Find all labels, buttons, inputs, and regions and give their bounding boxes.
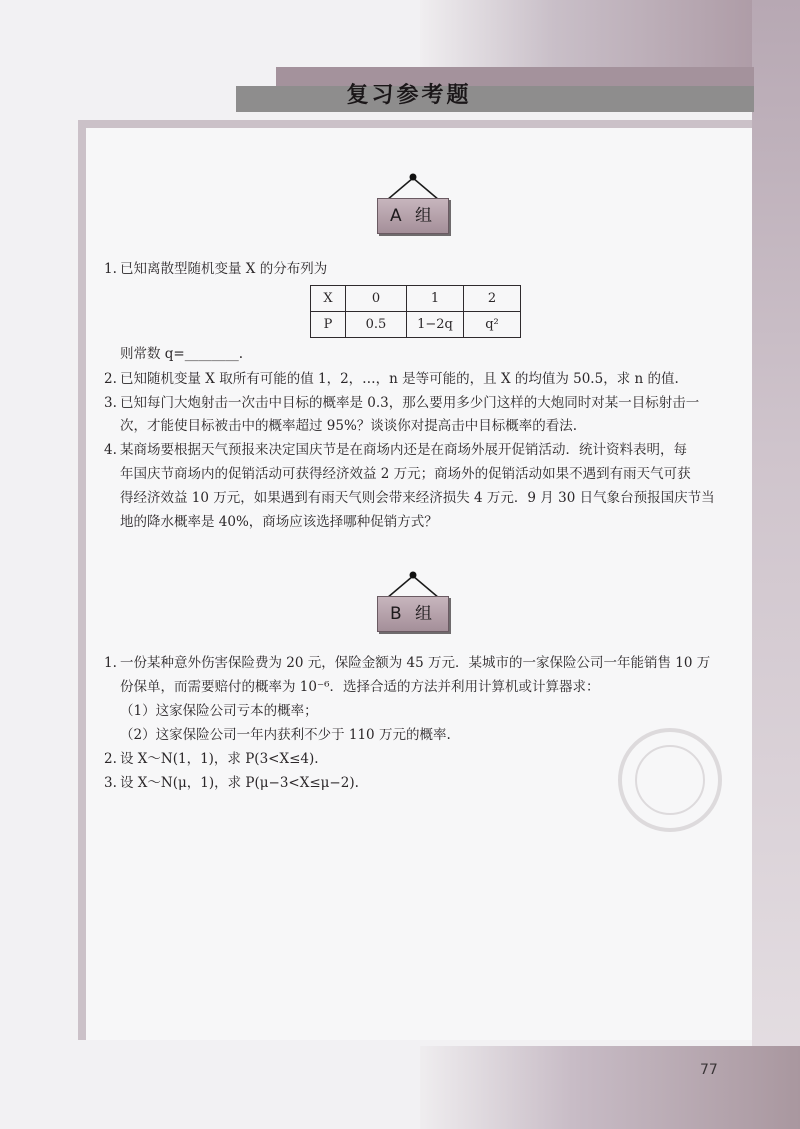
table-cell: 1−2q (407, 312, 464, 338)
a-problem-3: 3. 已知每门大炮射击一次击中目标的概率是 0.3，那么要用多少门这样的大炮同时对某一目标射击一 (104, 395, 700, 411)
b-problem-1: 1. 一份某种意外伤害保险费为 20 元，保险金额为 45 万元．某城市的一家保险公司一年能销售 10 万 (104, 655, 711, 671)
b-problem-1-line-2: 份保单，而需要赔付的概率为 10⁻⁶．选择合适的方法并利用计算机或计算器求： (120, 679, 600, 695)
b-problem-3: 3. 设 X～N(μ，1)，求 P(μ−3<X≤μ−2). (104, 775, 359, 791)
a-problem-3-line-2: 次，才能使目标被击中的概率超过 95%？谈谈你对提高击中目标概率的看法. (120, 418, 578, 434)
a-problem-1: 1. 已知离散型随机变量 X 的分布列为 (104, 261, 328, 277)
table-cell: 2 (464, 286, 521, 312)
table-cell: 1 (407, 286, 464, 312)
table-cell: X (311, 286, 346, 312)
table-cell: q² (464, 312, 521, 338)
distribution-table (310, 285, 521, 338)
seal-watermark-icon (610, 720, 730, 840)
group-b-sign (373, 566, 453, 636)
table-cell: P (311, 312, 346, 338)
table-cell: 0 (346, 286, 407, 312)
a-problem-4-line-2: 年国庆节商场内的促销活动可获得经济效益 2 万元；商场外的促销活动如果不遇到有雨天气可获 (120, 466, 691, 482)
right-decorative-band (752, 0, 800, 1129)
table-row-x (311, 286, 521, 312)
b-problem-1-part-1: （1）这家保险公司亏本的概率； (120, 703, 318, 719)
group-a-label: A 组 (377, 198, 449, 234)
bottom-decorative-band (420, 1046, 800, 1129)
a-problem-2: 2. 已知随机变量 X 取所有可能的值 1，2，…，n 是等可能的，且 X 的均值为 50.5，求 n 的值. (104, 371, 679, 387)
a-problem-4-line-3: 得经济效益 10 万元，如果遇到有雨天气则会带来经济损失 4 万元．9 月 30 日气象台预报国庆节当 (120, 490, 715, 506)
a-problem-1-blank: 则常数 q=________. (120, 346, 244, 362)
a-problem-4: 4. 某商场要根据天气预报来决定国庆节是在商场内还是在商场外展开促销活动．统计资料表明，每 (104, 442, 687, 458)
b-problem-2: 2. 设 X～N(1，1)，求 P(3<X≤4). (104, 751, 319, 767)
group-a-sign (373, 168, 453, 238)
a-problem-4-line-4: 地的降水概率是 40%，商场应该选择哪种促销方式？ (120, 514, 438, 530)
page-number: 77 (700, 1062, 718, 1078)
b-problem-1-part-2: （2）这家保险公司一年内获利不少于 110 万元的概率. (120, 727, 451, 743)
page-title: 复习参考题 (346, 83, 472, 108)
table-row-p (311, 312, 521, 338)
group-b-label: B 组 (377, 596, 449, 632)
table-cell: 0.5 (346, 312, 407, 338)
